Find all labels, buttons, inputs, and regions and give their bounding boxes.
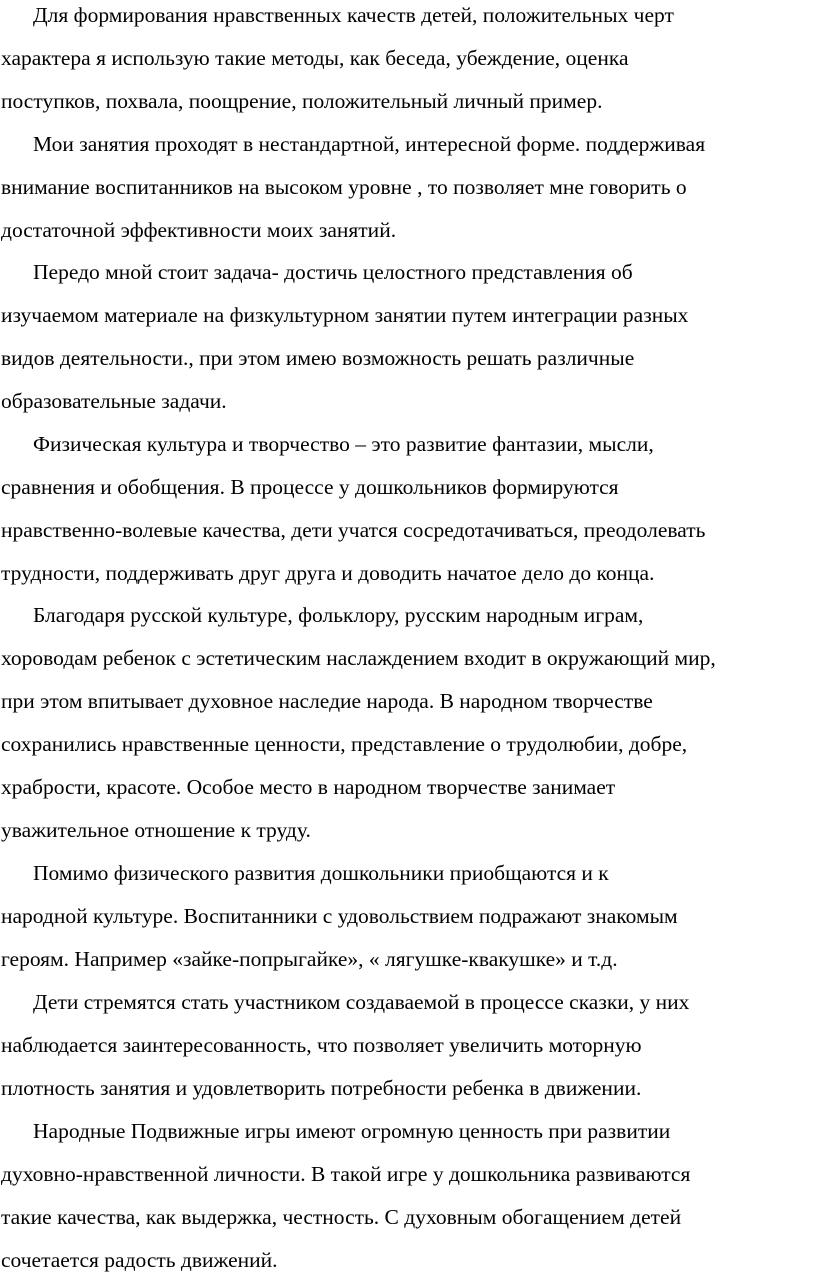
paragraph-1-line-1: Для формирования нравственных качеств детей, положительных черт xyxy=(33,3,674,27)
paragraph-1-line-3: поступков, похвала, поощрение, положительный личный пример. xyxy=(1,89,603,113)
paragraph-4-line-3: нравственно-волевые качества, дети учатся сосредотачиваться, преодолевать xyxy=(1,518,706,542)
paragraph-6-line-2: народной культуре. Воспитанники с удовольствием подражают знакомым xyxy=(1,904,678,928)
paragraph-3-line-4: образовательные задачи. xyxy=(1,389,227,413)
paragraph-7-line-3: плотность занятия и удовлетворить потребности ребенка в движении. xyxy=(1,1076,642,1100)
paragraph-8-line-1: Народные Подвижные игры имеют огромную ценность при развитии xyxy=(33,1119,671,1143)
paragraph-8-line-4: сочетается радость движений. xyxy=(1,1248,278,1272)
paragraph-1-line-2: характера я использую такие методы, как беседа, убеждение, оценка xyxy=(1,46,629,70)
paragraph-2-line-1: Мои занятия проходят в нестандартной, интересной форме. поддерживая xyxy=(33,132,706,156)
paragraph-3-line-2: изучаемом материале на физкультурном занятии путем интеграции разных xyxy=(1,303,689,327)
paragraph-4-line-1: Физическая культура и творчество – это развитие фантазии, мысли, xyxy=(33,432,654,456)
paragraph-5-line-6: уважительное отношение к труду. xyxy=(1,818,311,842)
paragraph-8-line-3: такие качества, как выдержка, честность. С духовным обогащением детей xyxy=(1,1205,682,1229)
paragraph-7-line-2: наблюдается заинтересованность, что позволяет увеличить моторную xyxy=(1,1033,642,1057)
paragraph-5-line-4: сохранились нравственные ценности, представление о трудолюбии, добре, xyxy=(1,732,688,756)
paragraph-2-line-2: внимание воспитанников на высоком уровне , то позволяет мне говорить о xyxy=(1,175,687,199)
paragraph-4-line-2: сравнения и обобщения. В процессе у дошкольников формируются xyxy=(1,475,619,499)
paragraph-7-line-1: Дети стремятся стать участником создаваемой в процессе сказки, у них xyxy=(33,990,690,1014)
paragraph-5-line-3: при этом впитывает духовное наследие народа. В народном творчестве xyxy=(1,689,653,713)
paragraph-4-line-4: трудности, поддерживать друг друга и доводить начатое дело до конца. xyxy=(1,561,655,585)
paragraph-5-line-2: хороводам ребенок с эстетическим наслаждением входит в окружающий мир, xyxy=(1,646,716,670)
paragraph-3-line-1: Передо мной стоит задача- достичь целостного представления об xyxy=(33,260,633,284)
paragraph-8-line-2: духовно-нравственной личности. В такой игре у дошкольника развиваются xyxy=(1,1162,691,1186)
paragraph-2-line-3: достаточной эффективности моих занятий. xyxy=(1,218,397,242)
paragraph-5-line-5: храбрости, красоте. Особое место в народном творчестве занимает xyxy=(1,775,616,799)
paragraph-6-line-3: героям. Например «зайке-попрыгайке», « лягушке-квакушке» и т.д. xyxy=(1,947,618,971)
paragraph-3-line-3: видов деятельности., при этом имею возможность решать различные xyxy=(1,346,635,370)
paragraph-5-line-1: Благодаря русской культуре, фольклору, русским народным играм, xyxy=(33,603,644,627)
paragraph-6-line-1: Помимо физического развития дошкольники приобщаются и к xyxy=(33,861,609,885)
